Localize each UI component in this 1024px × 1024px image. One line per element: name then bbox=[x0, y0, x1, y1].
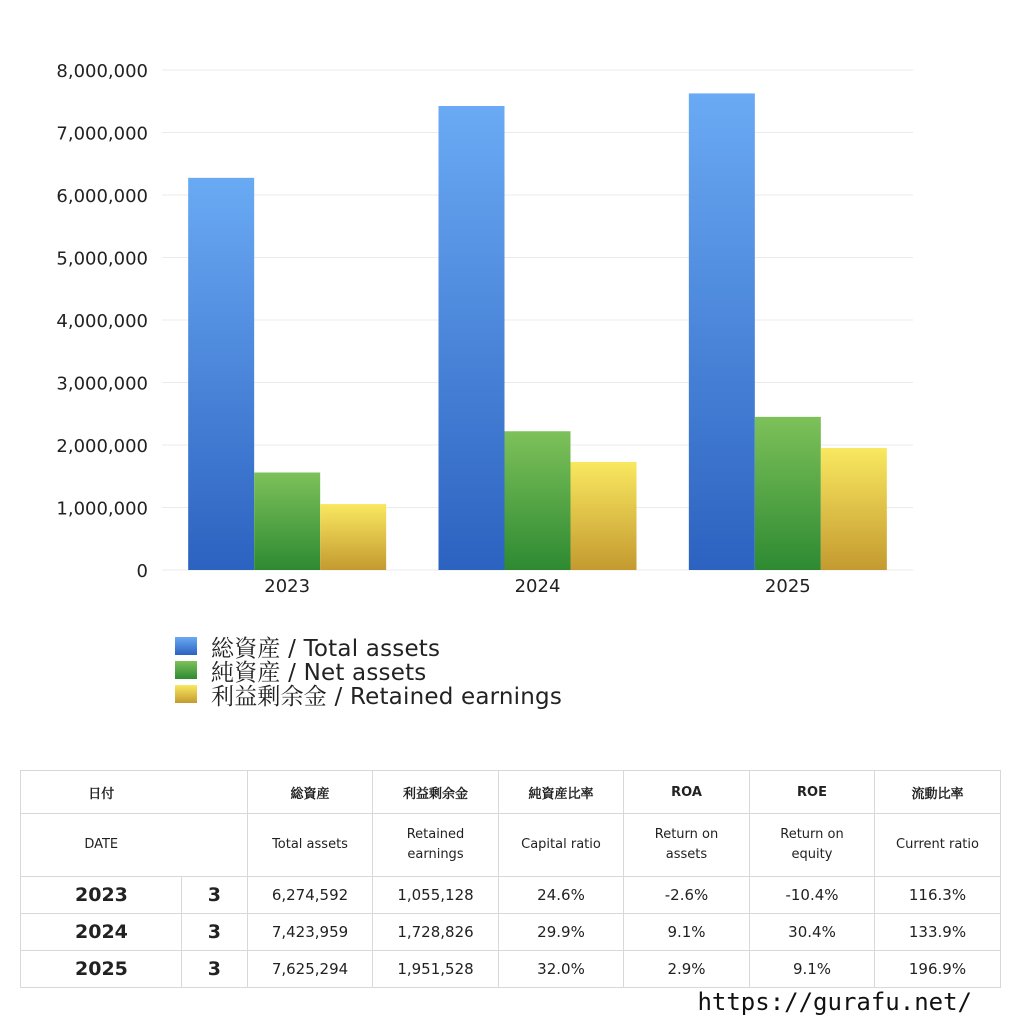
cell-current-ratio: 116.3% bbox=[875, 877, 1001, 914]
cell-roa: 2.9% bbox=[624, 951, 750, 988]
cell-total-assets: 7,423,959 bbox=[248, 914, 373, 951]
legend-swatch-net-assets bbox=[175, 661, 197, 679]
table-row bbox=[21, 951, 1001, 988]
cell-capital-ratio: 32.0% bbox=[499, 951, 624, 988]
table-row bbox=[21, 877, 1001, 914]
cell-roa: 9.1% bbox=[624, 914, 750, 951]
header-month-jp bbox=[182, 771, 248, 814]
source-url[interactable]: https://gurafu.net/ bbox=[697, 988, 972, 1016]
header-current-ratio-en: Current ratio bbox=[875, 814, 1001, 877]
cell-roe: -10.4% bbox=[750, 877, 875, 914]
bar bbox=[320, 504, 386, 570]
cell-year: 2023 bbox=[21, 877, 182, 914]
y-tick-label: 5,000,000 bbox=[56, 248, 148, 270]
y-tick-label: 2,000,000 bbox=[56, 436, 148, 457]
cell-capital-ratio: 24.6% bbox=[499, 877, 624, 914]
header-total-assets-en: Total assets bbox=[248, 814, 373, 877]
legend-swatch-retained-earnings bbox=[175, 685, 197, 703]
legend-label-total-assets: 総資産 / Total assets bbox=[211, 635, 441, 662]
header-retained-earnings-en-line1: Retained bbox=[406, 827, 465, 842]
header-roe-jp: ROE bbox=[750, 771, 875, 814]
cell-month: 3 bbox=[182, 951, 248, 988]
legend-item-retained-earnings bbox=[175, 682, 563, 710]
cell-retained-earnings: 1,728,826 bbox=[373, 914, 499, 951]
cell-roe: 30.4% bbox=[750, 914, 875, 951]
header-capital-ratio-en: Capital ratio bbox=[499, 814, 624, 877]
table-header-jp bbox=[21, 771, 1001, 814]
header-retained-earnings-en-line2: earnings bbox=[407, 847, 464, 862]
cell-month: 3 bbox=[182, 877, 248, 914]
cell-roa: -2.6% bbox=[624, 877, 750, 914]
header-roa-jp: ROA bbox=[624, 771, 750, 814]
cell-capital-ratio: 29.9% bbox=[499, 914, 624, 951]
bar bbox=[571, 462, 637, 570]
bar bbox=[821, 448, 887, 570]
cell-retained-earnings: 1,055,128 bbox=[373, 877, 499, 914]
cell-total-assets: 7,625,294 bbox=[248, 951, 373, 988]
cell-current-ratio: 196.9% bbox=[875, 951, 1001, 988]
table-header-en bbox=[21, 814, 1001, 877]
y-tick-label: 6,000,000 bbox=[56, 186, 148, 207]
cell-month: 3 bbox=[182, 914, 248, 951]
bar bbox=[254, 473, 320, 571]
bar bbox=[505, 431, 571, 570]
cell-year: 2025 bbox=[21, 951, 182, 988]
y-tick-label: 0 bbox=[136, 561, 148, 582]
cell-year: 2024 bbox=[21, 914, 182, 951]
x-tick-label: 2024 bbox=[514, 576, 561, 597]
header-roe-en bbox=[750, 814, 875, 877]
header-roe-en-line1: Return on bbox=[780, 827, 844, 842]
bar bbox=[188, 178, 254, 570]
y-tick-label: 1,000,000 bbox=[56, 498, 148, 520]
header-roe-en-line2: equity bbox=[791, 847, 833, 862]
header-month-en bbox=[182, 814, 248, 877]
header-capital-ratio-jp: 純資産比率 bbox=[499, 771, 624, 814]
legend-label-retained-earnings: 利益剰余金 / Retained earnings bbox=[211, 683, 563, 710]
cell-retained-earnings: 1,951,528 bbox=[373, 951, 499, 988]
bar bbox=[755, 417, 821, 570]
header-roa-en-line1: Return on bbox=[654, 827, 719, 842]
header-roa-en bbox=[624, 814, 750, 877]
header-retained-earnings-en bbox=[373, 814, 499, 877]
bar bbox=[689, 93, 755, 570]
chart-legend bbox=[175, 634, 563, 710]
x-tick-label: 2023 bbox=[264, 576, 311, 597]
legend-swatch-total-assets bbox=[175, 637, 197, 655]
y-tick-label: 8,000,000 bbox=[56, 61, 148, 82]
financial-table bbox=[20, 770, 1001, 988]
header-retained-earnings-jp: 利益剰余金 bbox=[373, 771, 499, 814]
x-tick-label: 2025 bbox=[764, 576, 811, 597]
header-current-ratio-jp: 流動比率 bbox=[875, 771, 1001, 814]
header-roa-en-line2: assets bbox=[665, 847, 708, 862]
cell-roe: 9.1% bbox=[750, 951, 875, 988]
y-tick-label: 7,000,000 bbox=[56, 123, 148, 145]
cell-total-assets: 6,274,592 bbox=[248, 877, 373, 914]
header-date-jp: 日付 bbox=[21, 771, 182, 814]
table-row bbox=[21, 914, 1001, 951]
bar bbox=[439, 106, 505, 570]
y-tick-label: 3,000,000 bbox=[56, 373, 148, 395]
header-date-en: DATE bbox=[21, 814, 182, 877]
y-tick-label: 4,000,000 bbox=[56, 311, 148, 332]
header-total-assets-jp: 総資産 bbox=[248, 771, 373, 814]
legend-label-net-assets: 純資産 / Net assets bbox=[211, 659, 427, 686]
cell-current-ratio: 133.9% bbox=[875, 914, 1001, 951]
